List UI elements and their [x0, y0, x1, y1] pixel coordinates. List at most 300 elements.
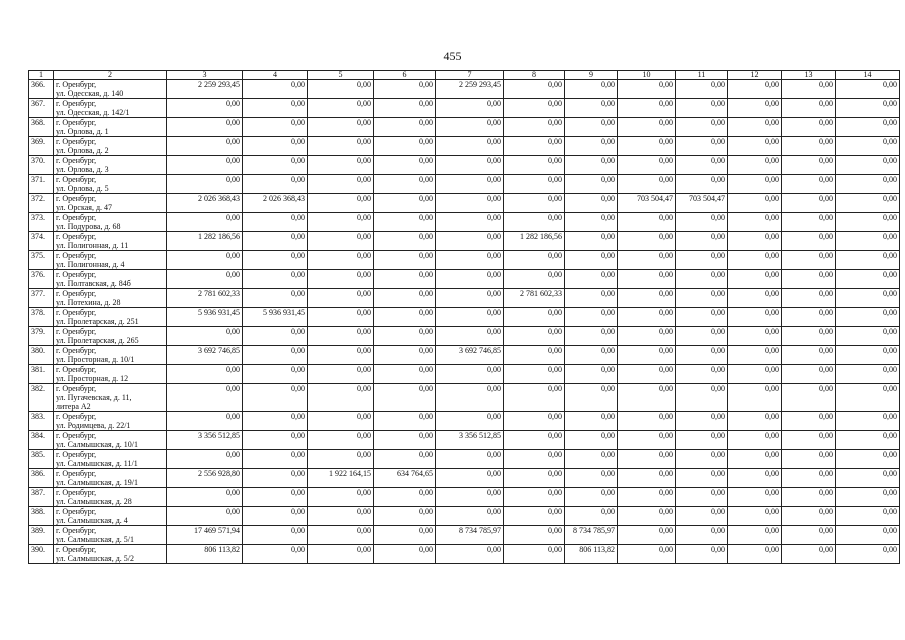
value-cell: 2 781 602,33 [167, 289, 243, 308]
address-line: ул. Пролетарская, д. 251 [56, 317, 139, 326]
value-cell: 0,00 [565, 327, 618, 346]
value-cell: 0,00 [374, 175, 436, 194]
address-line: ул. Салмышская, д. 10/1 [56, 440, 139, 449]
value-cell: 0,00 [436, 137, 504, 156]
value-cell: 0,00 [618, 469, 676, 488]
value-cell: 0,00 [618, 99, 676, 118]
value-cell: 0,00 [374, 213, 436, 232]
value-cell: 0,00 [676, 118, 728, 137]
table-row [29, 327, 900, 346]
value-cell: 1 922 164,15 [308, 469, 374, 488]
address-line: г. Оренбург, [56, 507, 97, 516]
value-cell: 3 692 746,85 [436, 346, 504, 365]
value-cell: 0,00 [436, 308, 504, 327]
value-cell: 0,00 [374, 251, 436, 270]
address-cell [54, 412, 167, 431]
row-index: 373. [29, 213, 54, 232]
value-cell: 0,00 [728, 488, 782, 507]
value-cell: 0,00 [618, 488, 676, 507]
column-header: 3 [167, 71, 243, 80]
address-cell [54, 289, 167, 308]
address-line: г. Оренбург, [56, 365, 97, 374]
page-number: 455 [443, 49, 462, 63]
row-index: 366. [29, 80, 54, 99]
value-cell: 0,00 [565, 232, 618, 251]
value-cell: 0,00 [374, 194, 436, 213]
value-cell: 0,00 [374, 270, 436, 289]
value-cell: 0,00 [728, 412, 782, 431]
value-cell: 0,00 [782, 488, 836, 507]
value-cell: 0,00 [836, 175, 900, 194]
value-cell: 0,00 [676, 507, 728, 526]
value-cell: 0,00 [436, 327, 504, 346]
row-index: 378. [29, 308, 54, 327]
row-index: 372. [29, 194, 54, 213]
value-cell: 0,00 [565, 251, 618, 270]
value-cell: 0,00 [836, 507, 900, 526]
value-cell: 0,00 [618, 137, 676, 156]
address-cell [54, 526, 167, 545]
value-cell: 0,00 [243, 137, 308, 156]
address-line: г. Оренбург, [56, 431, 97, 440]
address-line: литера А2 [56, 402, 91, 411]
table-row [29, 156, 900, 175]
address-line: г. Оренбург, [56, 469, 97, 478]
address-cell [54, 99, 167, 118]
address-cell [54, 194, 167, 213]
value-cell: 0,00 [374, 431, 436, 450]
value-cell: 0,00 [782, 365, 836, 384]
value-cell: 0,00 [728, 308, 782, 327]
table-body [29, 80, 900, 564]
value-cell: 0,00 [504, 469, 565, 488]
value-cell: 0,00 [728, 289, 782, 308]
address-line: г. Оренбург, [56, 289, 97, 298]
table-row [29, 488, 900, 507]
value-cell: 0,00 [676, 384, 728, 412]
table-row [29, 412, 900, 431]
value-cell: 0,00 [676, 156, 728, 175]
value-cell: 0,00 [308, 137, 374, 156]
value-cell: 0,00 [782, 327, 836, 346]
value-cell: 0,00 [374, 384, 436, 412]
value-cell: 0,00 [504, 137, 565, 156]
value-cell: 0,00 [836, 488, 900, 507]
value-cell: 0,00 [308, 526, 374, 545]
value-cell: 0,00 [374, 327, 436, 346]
address-line: г. Оренбург, [56, 80, 97, 89]
value-cell: 0,00 [565, 156, 618, 175]
value-cell: 0,00 [728, 232, 782, 251]
row-index: 384. [29, 431, 54, 450]
value-cell: 0,00 [565, 469, 618, 488]
address-line: г. Оренбург, [56, 194, 97, 203]
value-cell: 0,00 [676, 412, 728, 431]
value-cell: 0,00 [504, 545, 565, 564]
value-cell: 0,00 [308, 384, 374, 412]
value-cell: 0,00 [436, 232, 504, 251]
value-cell: 0,00 [836, 232, 900, 251]
table-row [29, 270, 900, 289]
value-cell: 0,00 [243, 327, 308, 346]
address-line: г. Оренбург, [56, 137, 97, 146]
value-cell: 806 113,82 [167, 545, 243, 564]
address-line: г. Оренбург, [56, 526, 97, 535]
value-cell: 0,00 [374, 232, 436, 251]
data-table [28, 70, 900, 564]
value-cell: 0,00 [167, 327, 243, 346]
value-cell: 0,00 [565, 213, 618, 232]
value-cell: 0,00 [618, 308, 676, 327]
address-cell [54, 213, 167, 232]
row-index: 375. [29, 251, 54, 270]
value-cell: 5 936 931,45 [243, 308, 308, 327]
value-cell: 0,00 [504, 213, 565, 232]
value-cell: 0,00 [308, 118, 374, 137]
row-index: 387. [29, 488, 54, 507]
table-row [29, 469, 900, 488]
value-cell: 0,00 [676, 450, 728, 469]
value-cell: 0,00 [167, 251, 243, 270]
value-cell: 0,00 [565, 118, 618, 137]
column-header: 6 [374, 71, 436, 80]
value-cell: 8 734 785,97 [565, 526, 618, 545]
value-cell: 0,00 [308, 213, 374, 232]
value-cell: 8 734 785,97 [436, 526, 504, 545]
table-row [29, 507, 900, 526]
value-cell: 0,00 [374, 308, 436, 327]
column-header: 11 [676, 71, 728, 80]
value-cell: 0,00 [308, 194, 374, 213]
value-cell: 0,00 [782, 545, 836, 564]
value-cell: 0,00 [374, 118, 436, 137]
value-cell: 0,00 [836, 289, 900, 308]
value-cell: 0,00 [728, 137, 782, 156]
value-cell: 0,00 [308, 270, 374, 289]
value-cell: 0,00 [504, 507, 565, 526]
value-cell: 0,00 [565, 175, 618, 194]
column-header: 2 [54, 71, 167, 80]
value-cell: 0,00 [728, 365, 782, 384]
address-line: г. Оренбург, [56, 251, 97, 260]
value-cell: 0,00 [167, 213, 243, 232]
value-cell: 0,00 [618, 346, 676, 365]
address-line: г. Оренбург, [56, 232, 97, 241]
address-cell [54, 175, 167, 194]
value-cell: 0,00 [618, 365, 676, 384]
value-cell: 0,00 [308, 507, 374, 526]
column-header: 1 [29, 71, 54, 80]
value-cell: 0,00 [504, 526, 565, 545]
table-row [29, 365, 900, 384]
value-cell: 0,00 [374, 137, 436, 156]
value-cell: 0,00 [243, 365, 308, 384]
value-cell: 0,00 [836, 308, 900, 327]
value-cell: 0,00 [167, 450, 243, 469]
value-cell: 0,00 [308, 289, 374, 308]
value-cell: 806 113,82 [565, 545, 618, 564]
value-cell: 0,00 [243, 232, 308, 251]
address-cell [54, 156, 167, 175]
address-line: ул. Подурова, д. 68 [56, 222, 121, 231]
value-cell: 0,00 [782, 507, 836, 526]
address-line: г. Оренбург, [56, 488, 97, 497]
value-cell: 0,00 [308, 99, 374, 118]
address-line: ул. Орлова, д. 1 [56, 127, 109, 136]
value-cell: 0,00 [243, 431, 308, 450]
address-line: ул. Орлова, д. 2 [56, 146, 109, 155]
value-cell: 0,00 [836, 99, 900, 118]
column-header: 5 [308, 71, 374, 80]
value-cell: 0,00 [565, 450, 618, 469]
value-cell: 0,00 [504, 450, 565, 469]
row-index: 371. [29, 175, 54, 194]
value-cell: 0,00 [167, 412, 243, 431]
value-cell: 0,00 [436, 507, 504, 526]
table-row [29, 545, 900, 564]
value-cell: 0,00 [243, 507, 308, 526]
value-cell: 0,00 [836, 431, 900, 450]
row-index: 383. [29, 412, 54, 431]
value-cell: 0,00 [308, 175, 374, 194]
value-cell: 0,00 [618, 251, 676, 270]
value-cell: 0,00 [243, 156, 308, 175]
value-cell: 0,00 [243, 270, 308, 289]
value-cell: 0,00 [676, 289, 728, 308]
column-header: 12 [728, 71, 782, 80]
address-line: г. Оренбург, [56, 99, 97, 108]
value-cell: 0,00 [676, 308, 728, 327]
value-cell: 0,00 [565, 346, 618, 365]
value-cell: 0,00 [782, 289, 836, 308]
value-cell: 0,00 [308, 327, 374, 346]
column-header: 9 [565, 71, 618, 80]
address-line: г. Оренбург, [56, 308, 97, 317]
value-cell: 2 259 293,45 [436, 80, 504, 99]
value-cell: 0,00 [436, 194, 504, 213]
row-index: 379. [29, 327, 54, 346]
value-cell: 0,00 [836, 545, 900, 564]
value-cell: 0,00 [167, 488, 243, 507]
value-cell: 0,00 [308, 450, 374, 469]
value-cell: 0,00 [504, 384, 565, 412]
address-line: г. Оренбург, [56, 213, 97, 222]
address-cell [54, 507, 167, 526]
value-cell: 0,00 [618, 384, 676, 412]
value-cell: 0,00 [436, 412, 504, 431]
address-line: ул. Просторная, д. 10/1 [56, 355, 135, 364]
row-index: 377. [29, 289, 54, 308]
value-cell: 0,00 [308, 412, 374, 431]
value-cell: 0,00 [565, 194, 618, 213]
value-cell: 0,00 [618, 156, 676, 175]
value-cell: 0,00 [676, 232, 728, 251]
value-cell: 0,00 [836, 412, 900, 431]
table-row [29, 526, 900, 545]
value-cell: 2 781 602,33 [504, 289, 565, 308]
value-cell: 0,00 [782, 232, 836, 251]
value-cell: 0,00 [504, 99, 565, 118]
table-row [29, 232, 900, 251]
row-index: 369. [29, 137, 54, 156]
value-cell: 0,00 [836, 450, 900, 469]
value-cell: 0,00 [504, 175, 565, 194]
table-row [29, 431, 900, 450]
address-cell [54, 137, 167, 156]
value-cell: 0,00 [308, 156, 374, 175]
address-line: ул. Салмышская, д. 4 [56, 516, 128, 525]
value-cell: 0,00 [836, 137, 900, 156]
address-line: г. Оренбург, [56, 412, 97, 421]
value-cell: 0,00 [308, 308, 374, 327]
address-line: г. Оренбург, [56, 175, 97, 184]
value-cell: 0,00 [374, 526, 436, 545]
value-cell: 0,00 [565, 431, 618, 450]
table-row [29, 175, 900, 194]
value-cell: 0,00 [782, 99, 836, 118]
value-cell: 0,00 [167, 384, 243, 412]
value-cell: 0,00 [167, 137, 243, 156]
value-cell: 0,00 [836, 365, 900, 384]
value-cell: 0,00 [836, 469, 900, 488]
value-cell: 0,00 [836, 156, 900, 175]
value-cell: 0,00 [565, 507, 618, 526]
row-index: 380. [29, 346, 54, 365]
value-cell: 0,00 [782, 118, 836, 137]
row-index: 388. [29, 507, 54, 526]
value-cell: 2 026 368,43 [167, 194, 243, 213]
table-row [29, 308, 900, 327]
value-cell: 0,00 [243, 469, 308, 488]
value-cell: 0,00 [504, 270, 565, 289]
value-cell: 0,00 [504, 156, 565, 175]
value-cell: 0,00 [836, 384, 900, 412]
value-cell: 0,00 [167, 156, 243, 175]
value-cell: 0,00 [436, 545, 504, 564]
value-cell: 0,00 [618, 450, 676, 469]
value-cell: 0,00 [728, 118, 782, 137]
value-cell: 0,00 [436, 175, 504, 194]
column-header: 14 [836, 71, 900, 80]
value-cell: 0,00 [243, 384, 308, 412]
value-cell: 0,00 [436, 384, 504, 412]
address-line: г. Оренбург, [56, 346, 97, 355]
value-cell: 0,00 [728, 156, 782, 175]
value-cell: 0,00 [782, 175, 836, 194]
table-row [29, 80, 900, 99]
value-cell: 0,00 [676, 545, 728, 564]
value-cell: 0,00 [374, 156, 436, 175]
address-cell [54, 118, 167, 137]
value-cell: 0,00 [836, 194, 900, 213]
row-index: 370. [29, 156, 54, 175]
value-cell: 0,00 [728, 469, 782, 488]
address-line: г. Оренбург, [56, 118, 97, 127]
value-cell: 0,00 [565, 80, 618, 99]
value-cell: 0,00 [243, 346, 308, 365]
value-cell: 0,00 [504, 194, 565, 213]
value-cell: 0,00 [504, 80, 565, 99]
value-cell: 0,00 [243, 526, 308, 545]
value-cell: 0,00 [436, 270, 504, 289]
value-cell: 0,00 [782, 194, 836, 213]
address-line: ул. Пролетарская, д. 265 [56, 336, 139, 345]
table-row [29, 213, 900, 232]
value-cell: 0,00 [308, 488, 374, 507]
value-cell: 703 504,47 [618, 194, 676, 213]
column-header: 13 [782, 71, 836, 80]
value-cell: 0,00 [243, 488, 308, 507]
value-cell: 0,00 [374, 365, 436, 384]
value-cell: 0,00 [504, 431, 565, 450]
row-index: 385. [29, 450, 54, 469]
value-cell: 0,00 [308, 365, 374, 384]
value-cell: 0,00 [504, 251, 565, 270]
value-cell: 0,00 [676, 213, 728, 232]
value-cell: 0,00 [565, 488, 618, 507]
value-cell: 0,00 [728, 175, 782, 194]
row-index: 374. [29, 232, 54, 251]
value-cell: 0,00 [728, 545, 782, 564]
value-cell: 0,00 [374, 346, 436, 365]
value-cell: 0,00 [618, 232, 676, 251]
value-cell: 0,00 [565, 289, 618, 308]
value-cell: 0,00 [436, 469, 504, 488]
address-line: ул. Одесская, д. 140 [56, 89, 124, 98]
value-cell: 0,00 [565, 384, 618, 412]
value-cell: 0,00 [836, 270, 900, 289]
value-cell: 0,00 [618, 213, 676, 232]
value-cell: 2 026 368,43 [243, 194, 308, 213]
value-cell: 0,00 [836, 118, 900, 137]
value-cell: 0,00 [782, 431, 836, 450]
table-row [29, 289, 900, 308]
value-cell: 0,00 [565, 412, 618, 431]
row-index: 368. [29, 118, 54, 137]
value-cell: 0,00 [728, 80, 782, 99]
value-cell: 0,00 [676, 80, 728, 99]
value-cell: 0,00 [436, 118, 504, 137]
value-cell: 0,00 [782, 251, 836, 270]
value-cell: 0,00 [782, 450, 836, 469]
value-cell: 0,00 [243, 545, 308, 564]
value-cell: 0,00 [436, 251, 504, 270]
address-cell [54, 450, 167, 469]
address-cell [54, 431, 167, 450]
value-cell: 0,00 [243, 80, 308, 99]
value-cell: 0,00 [167, 175, 243, 194]
table-row [29, 346, 900, 365]
value-cell: 0,00 [565, 270, 618, 289]
value-cell: 0,00 [436, 450, 504, 469]
value-cell: 0,00 [504, 327, 565, 346]
value-cell: 0,00 [676, 365, 728, 384]
value-cell: 0,00 [308, 251, 374, 270]
value-cell: 2 259 293,45 [167, 80, 243, 99]
value-cell: 0,00 [374, 450, 436, 469]
value-cell: 0,00 [728, 507, 782, 526]
address-line: ул. Просторная, д. 12 [56, 374, 129, 383]
address-line: ул. Одесская, д. 142/1 [56, 108, 130, 117]
value-cell: 0,00 [728, 450, 782, 469]
value-cell: 0,00 [308, 431, 374, 450]
value-cell: 0,00 [504, 118, 565, 137]
address-cell [54, 80, 167, 99]
value-cell: 0,00 [676, 431, 728, 450]
address-cell [54, 488, 167, 507]
address-cell [54, 232, 167, 251]
address-line: ул. Пугачевская, д. 11, [56, 393, 132, 402]
